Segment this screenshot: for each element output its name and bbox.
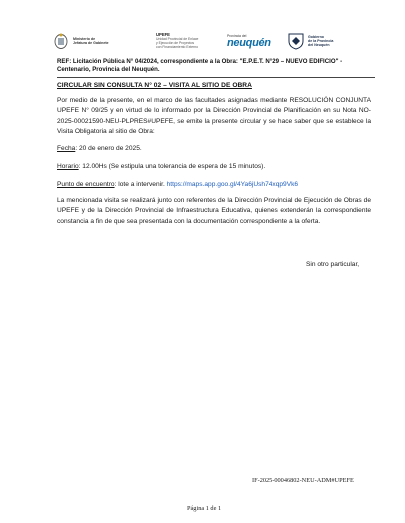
neuquen-logo	[227, 30, 271, 52]
date-label: Fecha	[57, 145, 76, 152]
intro-paragraph: Por medio de la presente, en el marco de las facultades asignadas mediante RESOLUCIÓN CONJUNTA UPEFE N° 09/25 y en virtud de lo informado por la Dirección Provincial de Planificación en su Nota NO-2025-00021590-NEU-PLPRES#UPEFE, se emite la presente circular y se hace saber que se establece la Visita Obligatoria al sitio de Obra:	[57, 97, 371, 136]
upefe-logo	[156, 30, 198, 52]
page-number: Página 1 de 1	[187, 505, 222, 512]
time-value: : 12.00Hs (Se estipula una tolerancia de espera de 15 minutos).	[78, 163, 266, 170]
time-line	[57, 162, 265, 171]
gobierno-line-3: del Neuquén	[308, 43, 330, 48]
meeting-label: Punto de encuentro	[57, 181, 115, 188]
time-label: Horario	[57, 163, 79, 170]
ministry-line-1: Ministerio de	[73, 36, 96, 41]
gobierno-line-2: de la Provincia	[308, 38, 334, 43]
meeting-point-line	[57, 180, 298, 189]
date-line	[57, 144, 142, 153]
date-value: : 20 de enero de 2025.	[75, 145, 142, 152]
coat-of-arms-icon	[52, 32, 70, 50]
divider	[57, 77, 375, 78]
circular-title: CIRCULAR SIN CONSULTA N° 02 – VISITA AL SITIO DE OBRA	[57, 82, 252, 89]
document-id: IF-2025-00046802-NEU-ADM#UPEFE	[252, 477, 354, 484]
neuquen-brand: neuquén	[227, 36, 271, 49]
visit-paragraph: La mencionada visita se realizará junto con referentes de la Dirección Provincial de Ejecución de Obras de UPEFE y de la Dirección Provincial de Infraestructura Educativa, quienes extenderán la correspondiente constancia a fin de que sea presentada con la documentación correspondiente a la oferta.	[57, 197, 371, 225]
gobierno-logo	[288, 30, 333, 52]
upefe-line-1: Unidad Provincial de Enlace	[156, 37, 199, 41]
closing-line: Sin otro particular,	[306, 261, 360, 268]
upefe-line-2: y Ejecución de Proyectos	[156, 41, 195, 45]
gobierno-line-1: Gobierno	[308, 34, 324, 39]
reference-line: REF: Licitación Pública N° 04/2024, correspondiente a la Obra: "E.P.E.T. N°29 – NUEVO EDIFICIO" - Centenario, Provincia del Neuquén.	[57, 58, 343, 73]
upefe-acronym: UPEFE	[156, 32, 170, 37]
ministry-logo	[52, 30, 109, 52]
meeting-value: : lote a intervenir.	[114, 181, 167, 188]
maps-link[interactable]: https://maps.app.goo.gl/4Ya6jUsh74xqp9Vk6	[166, 181, 299, 188]
shield-emblem-icon	[288, 32, 304, 50]
ministry-line-2: Jefatura de Gabinete	[73, 41, 109, 45]
neuquen-sub: Provincia del	[227, 33, 247, 38]
letterhead	[52, 30, 372, 52]
upefe-line-3: con Financiamiento Externo	[156, 45, 199, 49]
